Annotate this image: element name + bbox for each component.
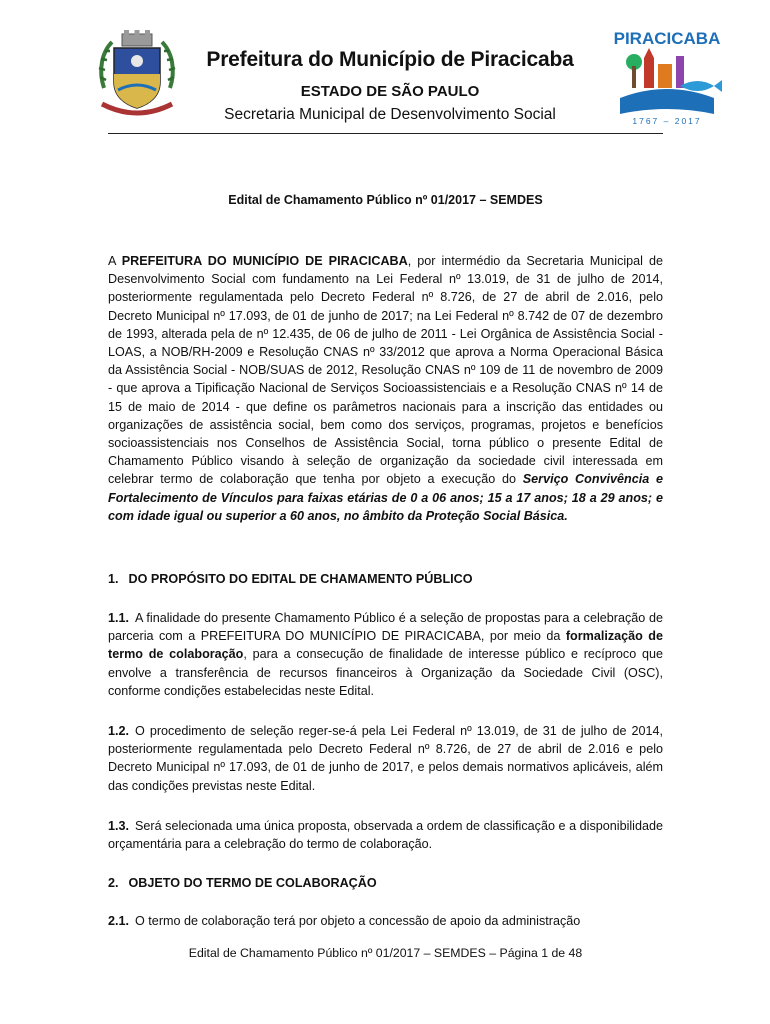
svg-text:1767 – 2017: 1767 – 2017 xyxy=(632,116,702,126)
paragraph-1-3: 1.3. Será selecionada uma única proposta, observada a ordem de classificação e a disponibilidade orçamentária para a celebração do termo de colaboração. xyxy=(108,819,663,852)
page-footer: Edital de Chamamento Público nº 01/2017 – SEMDES – Página 1 de 48 xyxy=(188,946,583,960)
piracicaba-anniversary-logo-icon xyxy=(610,18,725,126)
org-name: PREFEITURA DO MUNICÍPIO DE PIRACICABA xyxy=(121,254,408,268)
page-title: Prefeitura do Município de Piracicaba xyxy=(206,48,574,71)
section-2-heading: 2. OBJETO DO TERMO DE COLABORAÇÃO xyxy=(108,876,377,890)
municipal-coat-of-arms-icon xyxy=(94,30,180,118)
paragraph-2-1: 2.1. O termo de colaboração terá por objeto a concessão de apoio da administração xyxy=(108,914,581,928)
intro-paragraph: A PREFEITURA DO MUNICÍPIO DE PIRACICABA, por intermédio da Secretaria Municipal de Desenvolvimento Social com fundamento na Lei Federal nº 13.019, de 31 de julho de 2014, posteriormente regulamentada pelo Decreto Federal nº 8.726, de 27 de abril de 2.016, pelo Decreto Municipal nº 17.093, de 01 de junho de 2017; na Lei Federal nº 8.742 de 07 de dezembro de 1993, alterada pela de nº 12.435, de 06 de julho de 2011 - Lei Orgânica de Assistência Social - LOAS, a NOB/RH-2009 e Resolução CNAS nº 33/2012 que aprova a Norma Operacional Básica da Assistência Social - NOB/SUAS de 2012, Resolução CNAS nº 109 de 11 de novembro de 2009 - que aprova a Tipificação Nacional de Serviços Socioassistenciais e a Resolução CNAS nº 14 de 15 de maio de 2014 - que define os parâmetros nacionais para a inscrição das entidades ou organizações de assistência social, bem como dos serviços, programas, projetos e benefícios socioassistenciais nos Conselhos de Assistência Social, torna público o presente Edital de Chamamento Público visando à seleção de organização da sociedade civil interessada em celebrar termo de colaboração que tenha por objeto a execução do Serviço Convivência e Fortalecimento de Vínculos para faixas etárias de 0 a 06 anos; 15 a 17 anos; 18 a 29 anos; e com idade igual ou superior a 60 anos, no âmbito da Proteção Social Básica. xyxy=(108,254,664,523)
paragraph-1-2: 1.2. O procedimento de seleção reger-se-á pela Lei Federal nº 13.019, de 31 de julho de 2014, posteriormente regulamentada pelo Decreto Federal nº 8.726, de 27 de abril de 2.016 e pelo Decreto Municipal nº 17.093, de 01 de junho de 2017, e pelos demais normativos aplicáveis, além das condições previstas neste Edital. xyxy=(108,724,663,793)
service-name: Serviço Convivência e Fortalecimento de Vínculos para faixas etárias de 0 a 06 anos; 15 a 17 anos; 18 a 29 anos; e com idade igual ou superior a 60 anos, no âmbito da Proteção Social Básica. xyxy=(108,472,664,523)
secretariat-label: Secretaria Municipal de Desenvolvimento Social xyxy=(224,106,556,123)
state-label: ESTADO DE SÃO PAULO xyxy=(300,83,480,100)
section-1-heading: 1. DO PROPÓSITO DO EDITAL DE CHAMAMENTO PÚBLICO xyxy=(108,572,473,586)
header-divider xyxy=(108,133,663,134)
edital-title: Edital de Chamamento Público nº 01/2017 – SEMDES xyxy=(228,193,543,207)
paragraph-1-1: 1.1. A finalidade do presente Chamamento Público é a seleção de propostas para a celebração de parceria com a PREFEITURA DO MUNICÍPIO DE PIRACICABA, por meio da formalização de termo de colaboração, para a consecução de finalidade de interesse público e recíproco que envolve a transferência de recursos financeiros à Organização da Sociedade Civil (OSC), conforme condições estabelecidas neste Edital. xyxy=(108,611,663,698)
svg-text:PIRACICABA: PIRACICABA xyxy=(613,29,721,48)
